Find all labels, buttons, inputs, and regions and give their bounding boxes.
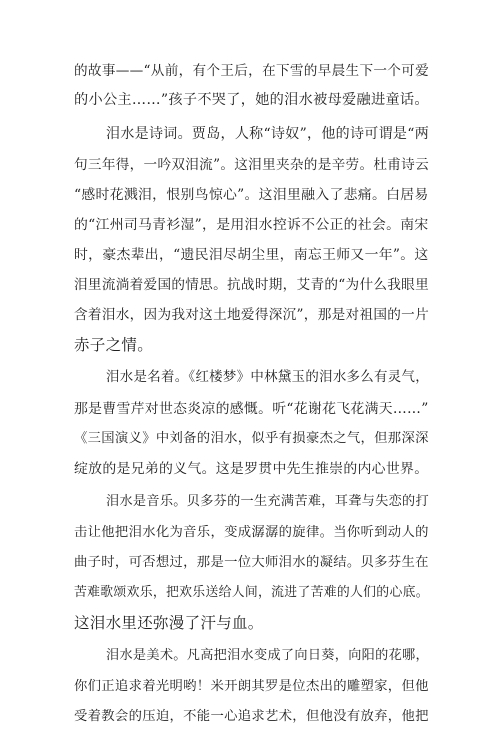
text-line: 赤子之情。 <box>74 336 154 354</box>
text-line: 句三年得，一吟双泪流”。这泪里夹杂的是辛劳。杜甫诗云 <box>74 157 429 173</box>
text-line: 那是曹雪芹对世态炎凉的感慨。听“花谢花飞花满天……” <box>74 401 429 417</box>
text-line: 击让他把泪水化为音乐，变成潺潺的旋律。当你听到动人的 <box>74 525 429 540</box>
text-line: 含着泪水，因为我对这土地爱得深沉”，那是对祖国的一片 <box>74 307 429 323</box>
text-line: 这泪水里还弥漫了汗与血。 <box>74 614 264 632</box>
text-line: 受着教会的压迫，不能一心追求艺术，但他没有放弃，他把 <box>74 709 429 724</box>
text-line: 泪水是音乐。贝多芬的一生充满苦难，耳聋与失恋的打 <box>106 494 429 509</box>
text-line: 绽放的是兄弟的义气。这是罗贯中先生推崇的内心世界。 <box>74 461 429 477</box>
text-line: 时，豪杰辈出，“遗民泪尽胡尘里，南忘王师又一年”。这 <box>74 247 429 263</box>
text-line: 的“江州司马青衫湿”，是用泪水控诉不公正的社会。南宋 <box>74 217 429 233</box>
text-line: 泪里流淌着爱国的情思。抗战时期，艾青的“为什么我眼里 <box>74 277 429 293</box>
text-line: 苦难歌颂欢乐，把欢乐送给人间，流进了苦难的人们的心底。 <box>74 585 429 600</box>
text-line: “感时花溅泪，恨别鸟惊心”。这泪里融入了悲痛。白居易 <box>74 187 429 203</box>
text-line: 泪水是美术。凡高把泪水变成了向日葵，向阳的花哪， <box>106 648 429 663</box>
text-line: 的故事——“从前，有个王后，在下雪的早晨生下一个可爱 <box>74 63 429 79</box>
text-line: 曲子时，可否想过，那是一位大师泪水的凝结。贝多芬生在 <box>74 555 429 570</box>
text-line: 你们正追求着光明哟！米开朗其罗是位杰出的雕塑家，但他 <box>74 679 429 694</box>
text-line: 的小公主……”孩子不哭了，她的泪水被母爱融进童话。 <box>74 92 429 108</box>
text-line: 《三国演义》中刘备的泪水，似乎有损豪杰之气，但那深深 <box>74 431 429 446</box>
text-line: 泪水是诗词。贾岛，人称“诗奴”，他的诗可谓是“两 <box>106 126 430 142</box>
text-line: 泪水是名着。《红楼梦》中林黛玉的泪水多么有灵气， <box>106 370 429 385</box>
